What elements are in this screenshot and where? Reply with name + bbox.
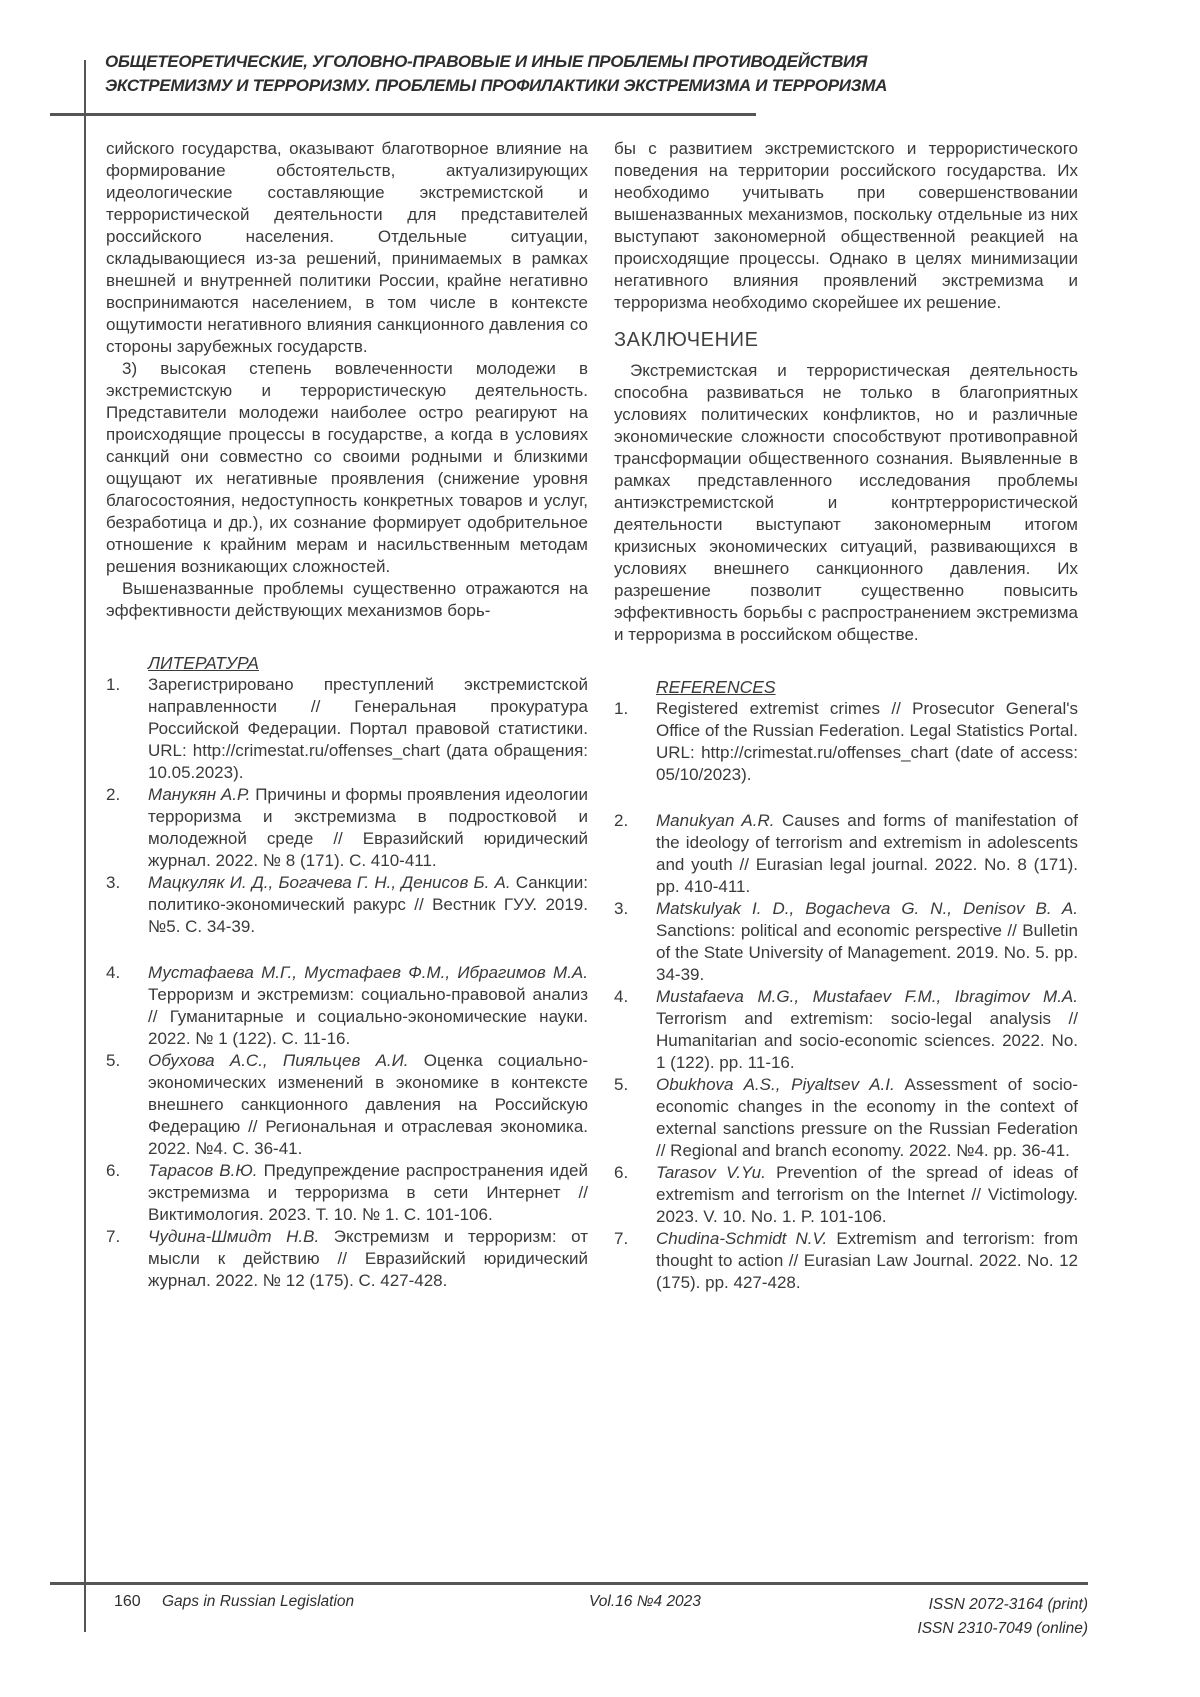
list-item xyxy=(614,810,1078,898)
list-item-authors: Matskulyak I. D., Bogacheva G. N., Denisov B. A. xyxy=(656,899,1078,918)
conclusion-heading: ЗАКЛЮЧЕНИЕ xyxy=(614,329,759,351)
list-item-text: Registered extremist crimes // Prosecutor General's Office of the Russian Federation. Legal Statistics Portal. URL: http://crimestat.ru/offenses_chart (date of access: 05/10/2023). xyxy=(656,699,1078,784)
list-item-number: 2. xyxy=(106,785,121,804)
list-item-text: Terrorism and extremism: socio-legal analysis // Humanitarian and socio-economic sciences. 2022. No. 1 (122). pp. 11-16. xyxy=(656,1009,1078,1072)
list-item-authors: Обухова А.С., Пияльцев А.И. xyxy=(148,1051,409,1070)
list-item xyxy=(106,784,588,872)
header-rule xyxy=(50,113,756,116)
list-item-number: 4. xyxy=(614,987,629,1006)
references-heading xyxy=(656,676,1078,698)
list-item-text: Prevention of the spread of ideas of extremism and terrorism on the Internet // Victimology. 2023. V. 10. No. 1. P. 101-106. xyxy=(656,1163,1078,1226)
list-item xyxy=(614,698,1078,786)
list-item-text: Санкции: политико-экономический ракурс // Вестник ГУУ. 2019. №5. С. 34-39. xyxy=(148,873,588,936)
list-item xyxy=(614,898,1078,986)
list-item xyxy=(106,1226,588,1292)
list-item-authors: Tarasov V.Yu. xyxy=(656,1163,766,1182)
footer xyxy=(0,1593,1200,1653)
running-head-line2: ЭКСТРЕМИЗМУ И ТЕРРОРИЗМУ. ПРОБЛЕМЫ ПРОФИЛАКТИКИ ЭКСТРЕМИЗМА И ТЕРРОРИЗМА xyxy=(105,76,888,95)
body-paragraph: сийского государства, оказывают благотворное влияние на формирование обстоятельств, актуализирующих идеологические составляющие экстремистской и террористической деятельности для представителей российского населения. Отдельные ситуации, складывающиеся из-за решений, принимаемых в рамках внешней и внутренней политики России, крайне негативно воспринимаются населением, в том числе в контексте ощутимости негативного влияния санкционного давления со стороны зарубежных государств. xyxy=(106,139,588,356)
list-item-authors: Манукян А.Р. xyxy=(148,785,251,804)
list-item-authors: Чудина-Шмидт Н.В. xyxy=(148,1227,320,1246)
issn-online: ISSN 2310-7049 (online) xyxy=(917,1620,1088,1637)
left-margin-rule xyxy=(84,60,86,1632)
list-item-authors: Chudina-Schmidt N.V. xyxy=(656,1229,828,1248)
running-head xyxy=(105,50,965,98)
list-item-number: 1. xyxy=(106,675,121,694)
list-item xyxy=(614,986,1078,1074)
list-item xyxy=(614,1228,1078,1294)
list-item-number: 2. xyxy=(614,811,629,830)
list-item-text: Оценка социально-экономических изменений в экономике в контексте внешнего санкционного давления на Российскую Федерацию // Региональная и отраслевая экономика. 2022. №4. С. 36-41. xyxy=(148,1051,589,1158)
list-item xyxy=(106,674,588,784)
list-item-authors: Тарасов В.Ю. xyxy=(148,1161,258,1180)
list-item-text: Предупреждение распространения идей экстремизма и терроризма в сети Интернет // Виктимология. 2023. Т. 10. № 1. С. 101-106. xyxy=(148,1161,589,1224)
page-number: 160 xyxy=(114,1593,141,1610)
list-item-number: 3. xyxy=(614,899,629,918)
list-item-number: 3. xyxy=(106,873,121,892)
list-item-authors: Мацкуляк И. Д., Богачева Г. Н., Денисов Б. А. xyxy=(148,873,511,892)
list-item-text: Терроризм и экстремизм: социально-правовой анализ // Гуманитарные и социально-экономические науки. 2022. № 1 (122). С. 11-16. xyxy=(148,985,588,1048)
list-item-text: Sanctions: political and economic perspective // Bulletin of the State University of Management. 2019. No. 5. pp. 34-39. xyxy=(656,921,1078,984)
body-paragraph: Вышеназванные проблемы существенно отражаются на эффективности действующих механизмов борь- xyxy=(106,579,588,620)
literature-heading xyxy=(148,652,588,674)
list-item-number: 7. xyxy=(614,1229,629,1248)
issn-block xyxy=(917,1593,1088,1641)
right-column xyxy=(614,138,1078,1294)
list-item-number: 6. xyxy=(106,1161,121,1180)
literature-heading-text: ЛИТЕРАТУРА xyxy=(148,653,259,673)
list-item-number: 1. xyxy=(614,699,629,718)
list-item-text: Causes and forms of manifestation of the ideology of terrorism and extremism in adolescents and youth // Eurasian legal journal. 2022. No. 8 (171). pp. 410-411. xyxy=(656,811,1079,896)
list-item xyxy=(106,872,588,938)
list-item-authors: Mustafaeva M.G., Mustafaev F.M., Ibragimov M.A. xyxy=(656,987,1078,1006)
running-head-line1: ОБЩЕТЕОРЕТИЧЕСКИЕ, УГОЛОВНО-ПРАВОВЫЕ И ИНЫЕ ПРОБЛЕМЫ ПРОТИВОДЕЙСТВИЯ xyxy=(105,52,868,71)
list-item xyxy=(614,1162,1078,1228)
list-item-number: 4. xyxy=(106,963,121,982)
list-item-text: Причины и формы проявления идеологии терроризма и экстремизма в подростковой и молодежной среде // Евразийский юридический журнал. 2022. № 8 (171). С. 410-411. xyxy=(148,785,588,870)
footer-rule xyxy=(50,1582,1088,1585)
list-item-number: 6. xyxy=(614,1163,629,1182)
list-item-number: 7. xyxy=(106,1227,121,1246)
issn-print: ISSN 2072-3164 (print) xyxy=(928,1596,1088,1613)
body-paragraph: Экстремистская и террористическая деятельность способна развиваться не только в благоприятных условиях политических конфликтов, но и различные экономические сложности способствуют противоправной трансформации общественного сознания. Выявленные в рамках представленного исследования проблемы антиэкстремистской и контртеррористической деятельности выступают закономерным итогом кризисных экономических ситуаций, развивающихся в условиях внешнего санкционного давления. Их разрешение позволит существенно повысить эффективность борьбы с распространением экстремизма и терроризма в российском обществе. xyxy=(614,361,1078,644)
list-item xyxy=(106,1050,588,1160)
list-item-text: Extremism and terrorism: from thought to action // Eurasian Law Journal. 2022. No. 12 (175). pp. 427-428. xyxy=(656,1229,1079,1292)
references-heading-text: REFERENCES xyxy=(656,677,776,697)
list-item-authors: Manukyan A.R. xyxy=(656,811,775,830)
list-item xyxy=(106,962,588,1050)
list-item-text: Экстремизм и терроризм: от мысли к действию // Евразийский юридический журнал. 2022. № 12 (175). С. 427-428. xyxy=(148,1227,588,1290)
body-paragraph: 3) высокая степень вовлеченности молодежи в экстремистскую и террористическую деятельность. Представители молодежи наиболее остро реагируют на происходящие процессы в государстве, а когда в условиях санкций они совместно со своими родными и близкими ощущают их негативные проявления (снижение уровня благосостояния, недоступность конкретных товаров и услуг, безработица и др.), их сознание формирует одобрительное отношение к крайним мерам и насильственным методам решения возникающих сложностей. xyxy=(106,359,588,576)
volume-issue: Vol.16 №4 2023 xyxy=(589,1593,701,1610)
list-item xyxy=(106,1160,588,1226)
list-item-number: 5. xyxy=(106,1051,121,1070)
list-item-authors: Мустафаева М.Г., Мустафаев Ф.М., Ибрагимов М.А. xyxy=(148,963,588,982)
list-item-number: 5. xyxy=(614,1075,629,1094)
body-paragraph: бы с развитием экстремистского и террористического поведения на территории российского государства. Их необходимо учитывать при совершенствовании вышеназванных механизмов, поскольку отдельные из них выступают закономерной общественной реакцией на происходящие процессы. Однако в целях минимизации негативного влияния проявлений экстремизма и терроризма необходимо скорейшее их решение. xyxy=(614,139,1078,312)
list-item-text: Зарегистрировано преступлений экстремистской направленности // Генеральная прокуратура Российской Федерации. Портал правовой статистики. URL: http://crimestat.ru/offenses_chart (дата обращения: 10.05.2023). xyxy=(148,675,588,782)
list-item xyxy=(614,1074,1078,1162)
left-column xyxy=(106,138,588,1292)
journal-title: Gaps in Russian Legislation xyxy=(162,1593,355,1610)
list-item-authors: Obukhova A.S., Piyaltsev A.I. xyxy=(656,1075,895,1094)
list-item-text: Assessment of socio-economic changes in the economy in the context of external sanctions pressure on the Russian Federation // Regional and branch economy. 2022. №4. pp. 36-41. xyxy=(656,1075,1078,1160)
